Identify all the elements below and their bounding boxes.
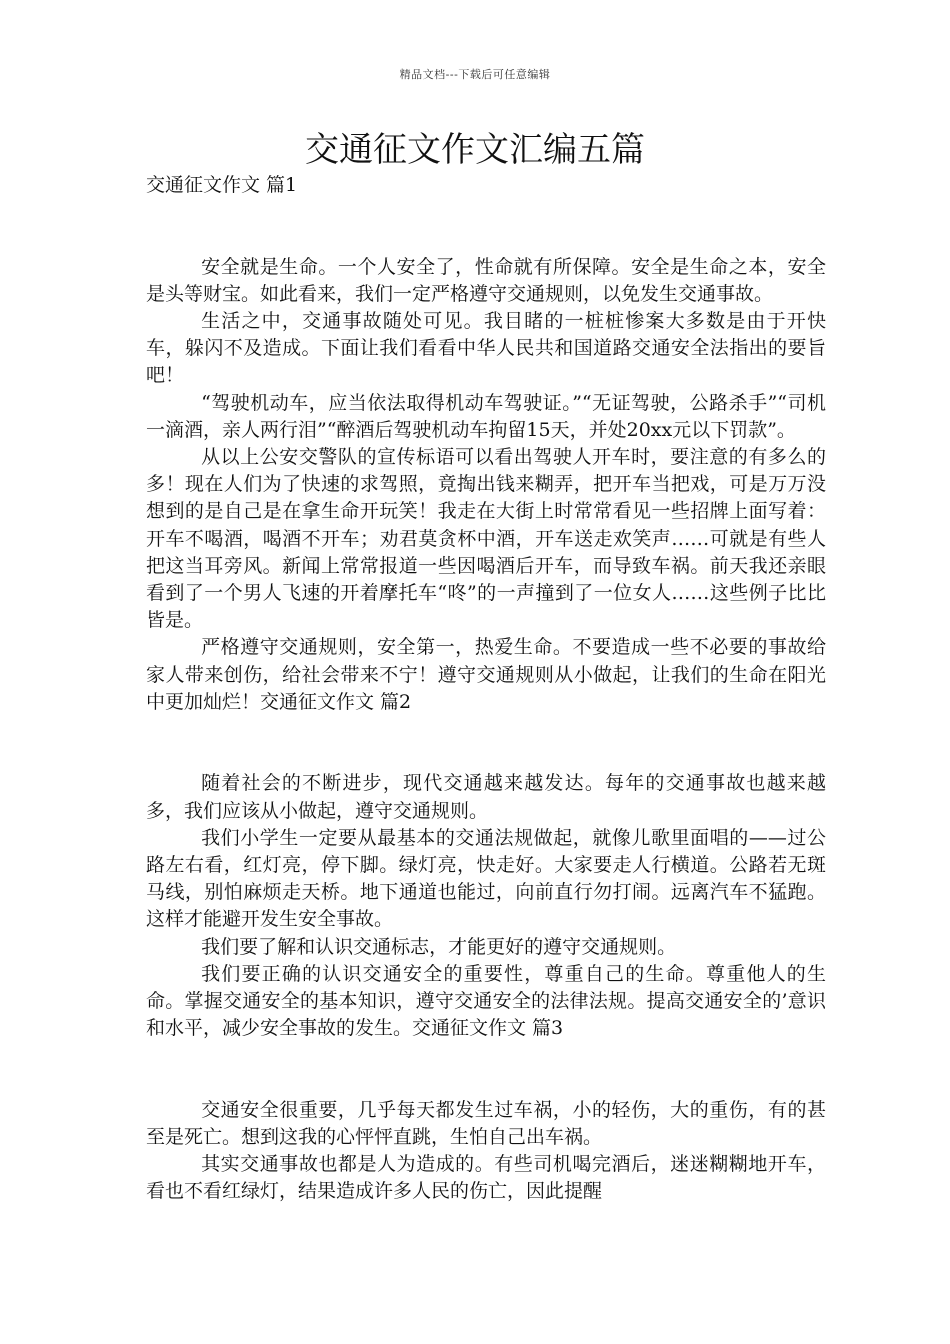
paragraph: 其实交通事故也都是人为造成的。有些司机喝完酒后，迷迷糊糊地开车，看也不看红绿灯，结果造成许多人民的伤亡，因此提醒 bbox=[146, 1153, 826, 1203]
section-heading-1: 交通征文作文 篇1 bbox=[146, 174, 298, 196]
page-header-note: 精品文档---下载后可任意编辑 bbox=[399, 68, 551, 81]
paragraph: 随着社会的不断进步，现代交通越来越发达。每年的交通事故也越来越多，我们应该从小做起，遵守交通规则。 bbox=[146, 772, 826, 822]
paragraph: 从以上公安交警队的宣传标语可以看出驾驶人开车时，要注意的有多么的多！现在人们为了快速的求驾照，竟掏出钱来糊弄，把开车当把戏，可是万万没想到的是自己是在拿生命开玩笑！我走在大街上时常常看见一些招牌上面写着：开车不喝酒，喝酒不开车；劝君莫贪杯中酒，开车送走欢笑声……可就是有些人把这当耳旁风。新闻上常常报道一些因喝酒后开车，而导致车祸。前天我还亲眼看到了一个男人飞速的开着摩托车“咚”的一声撞到了一位女人……这些例子比比皆是。 bbox=[146, 446, 826, 632]
paragraph: 生活之中，交通事故随处可见。我目睹的一桩桩惨案大多数是由于开快车，躲闪不及造成。下面让我们看看中华人民共和国道路交通安全法指出的要旨吧！ bbox=[146, 310, 826, 387]
blank-lines bbox=[146, 1042, 826, 1096]
paragraph: “驾驶机动车，应当依法取得机动车驾驶证。”“无证驾驶，公路杀手”“司机一滴酒，亲人两行泪”“醉酒后驾驶机动车拘留15天，并处20xx元以下罚款”。 bbox=[146, 391, 826, 441]
paragraph: 我们要正确的认识交通安全的重要性，尊重自己的生命。尊重他人的生命。掌握交通安全的基本知识，遵守交通安全的法律法规。提高交通安全的’意识和水平，减少安全事故的发生。交通征文作文 篇3 bbox=[146, 962, 826, 1040]
blank-lines bbox=[146, 199, 826, 253]
paragraph: 严格遵守交通规则，安全第一，热爱生命。不要造成一些不必要的事故给家人带来创伤，给社会带来不宁！遵守交通规则从小做起，让我们的生命在阳光中更加灿烂！交通征文作文 篇2 bbox=[146, 636, 826, 713]
paragraph: 我们小学生一定要从最基本的交通法规做起，就像儿歌里面唱的——过公路左右看，红灯亮，停下脚。绿灯亮，快走好。大家要走人行横道。公路若无斑马线，别怕麻烦走天桥。地下通道也能过，向前直行勿打闹。远离汽车不猛跑。这样才能避开发生安全事故。 bbox=[146, 826, 826, 931]
paragraph: 安全就是生命。一个人安全了，性命就有所保障。安全是生命之本，安全是头等财宝。如此看来，我们一定严格遵守交通规则，以免发生交通事故。 bbox=[146, 255, 826, 305]
paragraph: 我们要了解和认识交通标志，才能更好的遵守交通规则。 bbox=[201, 935, 677, 958]
paragraph: 交通安全很重要，几乎每天都发生过车祸，小的轻伤，大的重伤，有的甚至是死亡。想到这我的心怦怦直跳，生怕自己出车祸。 bbox=[146, 1098, 826, 1149]
blank-lines bbox=[146, 716, 826, 770]
document-title: 交通征文作文汇编五篇 bbox=[305, 130, 645, 170]
document-body bbox=[146, 172, 826, 1206]
